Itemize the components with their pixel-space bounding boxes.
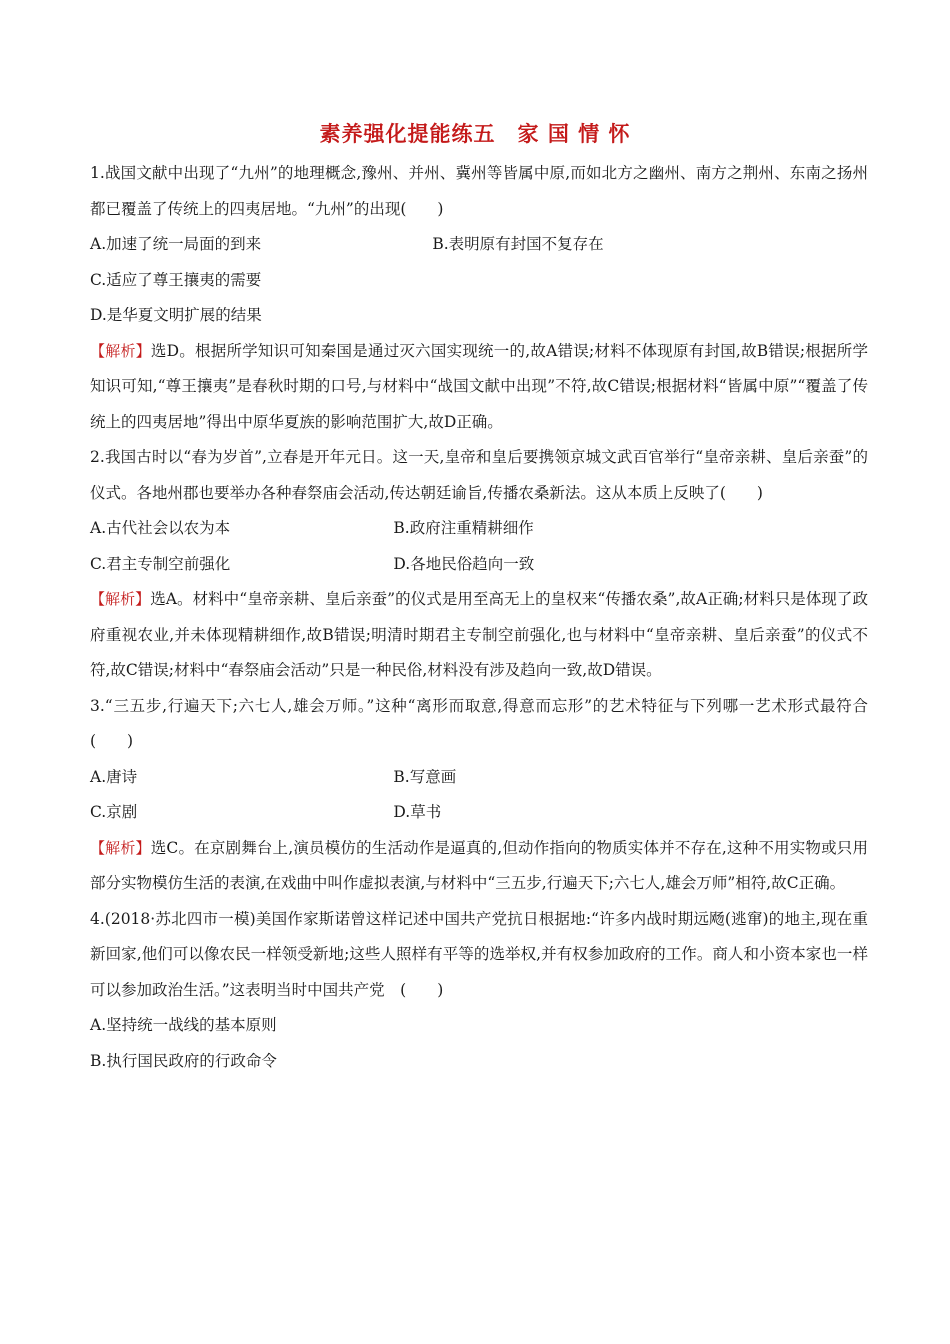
question-2-explanation bbox=[90, 582, 868, 689]
question-1-option-a: A.加速了统一局面的到来 bbox=[90, 235, 262, 253]
question-1-option-b: B.表明原有封国不复存在 bbox=[432, 235, 604, 253]
question-3-explanation bbox=[90, 831, 868, 902]
question-2-stem: 2.我国古时以“春为岁首”,立春是开年元日。这一天,皇帝和皇后要携领京城文武百官举行“皇帝亲耕、皇后亲蚕”的仪式。各地州郡也要举办各种春祭庙会活动,传达朝廷谕旨,传播农桑新法。这从本质上反映了( ) bbox=[90, 448, 868, 502]
question-list bbox=[90, 156, 884, 1079]
question-2-option-b: B.政府注重精耕细作 bbox=[393, 519, 534, 537]
question-1-option-c: C.适应了尊王攘夷的需要 bbox=[90, 270, 262, 289]
explanation-tag: 【解析】 bbox=[90, 341, 151, 360]
question-3-stem: 3.“三五步,行遍天下;六七人,雄会万师。”这种“离形而取意,得意而忘形”的艺术特征与下列哪一艺术形式最符合 ( ) bbox=[90, 696, 884, 750]
question-3-option-a: A.唐诗 bbox=[90, 767, 138, 786]
page-title: 素养强化提能练五 家 国 情 怀 bbox=[319, 122, 631, 146]
explanation-text: 选A。材料中“皇帝亲耕、皇后亲蚕”的仪式是用至高无上的皇权来“传播农桑”,故A正确;材料只是体现了政府重视农业,并未体现精耕细作,故B错误;明清时期君主专制空前强化,也与材料中“皇帝亲耕、皇后亲蚕”的仪式不符,故C错误;材料中“春祭庙会活动”只是一种民俗,材料没有涉及趋向一致,故D错误。 bbox=[90, 590, 868, 679]
explanation-text: 选D。根据所学知识可知秦国是通过灭六国实现统一的,故A错误;材料不体现原有封国,故B错误;根据所学知识可知,“尊王攘夷”是春秋时期的口号,与材料中“战国文献中出现”不符,故C错误;根据材料“皆属中原”“覆盖了传统上的四夷居地”得出中原华夏族的影响范围扩大,故D正确。 bbox=[90, 341, 868, 431]
question-4-option-b: B.执行国民政府的行政命令 bbox=[90, 1051, 277, 1070]
question-3-option-d: D.草书 bbox=[393, 803, 442, 821]
question-1-options bbox=[90, 227, 868, 334]
question-4-option-a: A.坚持统一战线的基本原则 bbox=[90, 1016, 277, 1034]
explanation-text: 选C。在京剧舞台上,演员模仿的生活动作是逼真的,但动作指向的物质实体并不存在,这种不用实物或只用部分实物模仿生活的表演,在戏曲中叫作虚拟表演,与材料中“三五步,行遍天下;六七人,雄会万师”相符,故C正确。 bbox=[90, 838, 868, 892]
question-2-option-a: A.古代社会以农为本 bbox=[90, 519, 231, 537]
question-3-option-b: B.写意画 bbox=[393, 767, 457, 786]
question-4-stem: 4.(2018·苏北四市一模)美国作家斯诺曾这样记述中国共产党抗日根据地:“许多内战时期远飏(逃窜)的地主,现在重新回家,他们可以像农民一样领受新地;这些人照样有平等的选举权,并有权参加政府的工作。商人和小资本家也一样可以参加政治生活。”这表明当时中国共产党 ( ) bbox=[90, 909, 868, 999]
question-2-options bbox=[90, 511, 868, 582]
explanation-tag: 【解析】 bbox=[90, 590, 151, 608]
question-1-option-d: D.是华夏文明扩展的结果 bbox=[90, 306, 262, 324]
question-1-stem: 1.战国文献中出现了“九州”的地理概念,豫州、并州、冀州等皆属中原,而如北方之幽州、南方之荆州、东南之扬州都已覆盖了传统上的四夷居地。“九州”的出现( ) bbox=[90, 164, 868, 218]
question-1-explanation bbox=[90, 334, 868, 441]
question-2-option-c: C.君主专制空前强化 bbox=[90, 554, 231, 573]
question-4-options bbox=[90, 1008, 868, 1079]
question-3-option-c: C.京剧 bbox=[90, 803, 138, 821]
question-3-options bbox=[90, 760, 868, 831]
explanation-tag: 【解析】 bbox=[90, 838, 151, 857]
question-2-option-d: D.各地民俗趋向一致 bbox=[393, 554, 535, 573]
